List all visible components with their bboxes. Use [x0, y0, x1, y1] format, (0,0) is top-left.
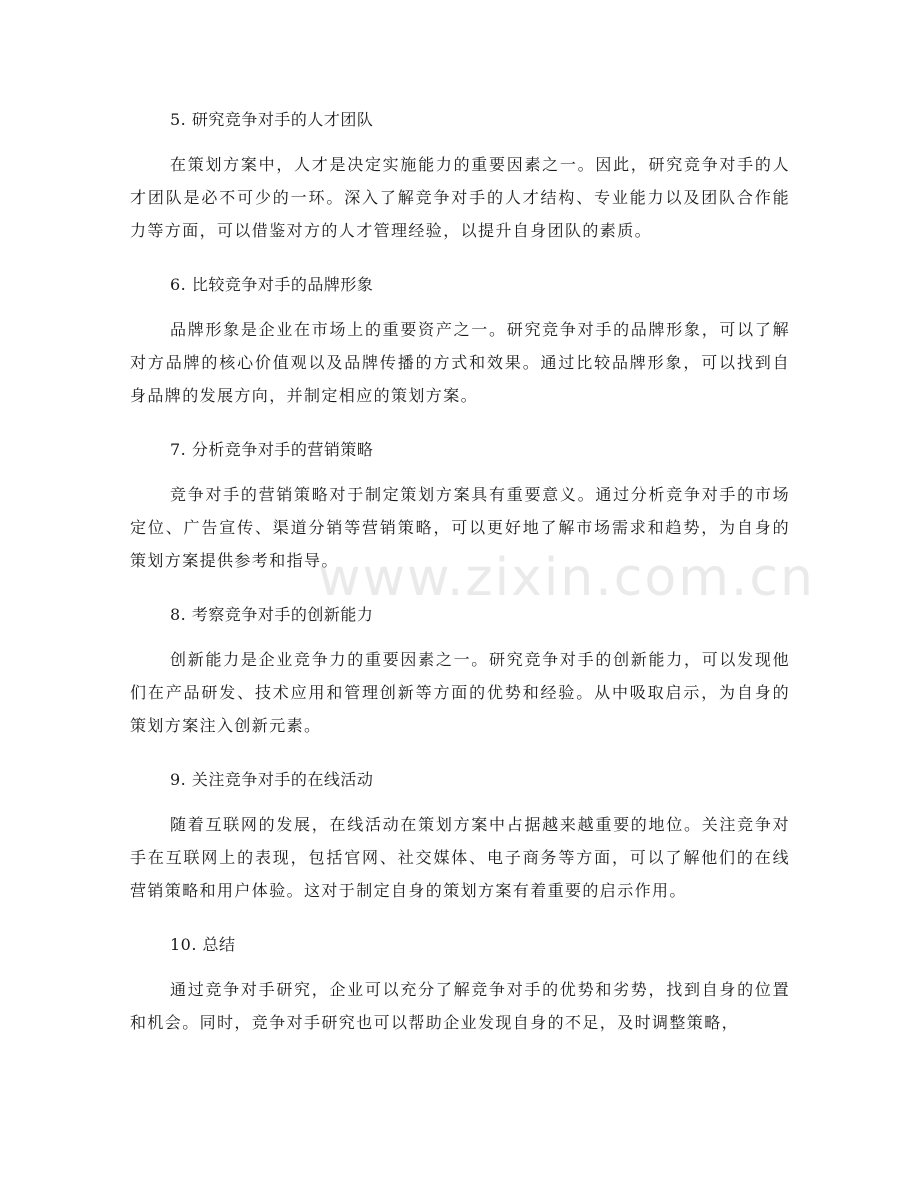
section-heading: 5. 研究竞争对手的人才团队 [170, 110, 374, 129]
section-heading: 10. 总结 [170, 935, 236, 954]
section-paragraph: 随着互联网的发展，在线活动在策划方案中占据越来越重要的地位。关注竞争对手在互联网上的表现，包括官网、社交媒体、电子商务等方面，可以了解他们的在线营销策略和用户体验。这对于制定自身的策划方案有着重要的启示作用。 [130, 815, 790, 900]
section-paragraph: 在策划方案中，人才是决定实施能力的重要因素之一。因此，研究竞争对手的人才团队是必不可少的一环。深入了解竞争对手的人才结构、专业能力以及团队合作能力等方面，可以借鉴对方的人才管理经验，以提升自身团队的素质。 [130, 155, 790, 240]
section-10 [130, 931, 790, 1039]
section-heading: 8. 考察竞争对手的创新能力 [170, 605, 374, 624]
section-paragraph: 品牌形象是企业在市场上的重要资产之一。研究竞争对手的品牌形象，可以了解对方品牌的核心价值观以及品牌传播的方式和效果。通过比较品牌形象，可以找到自身品牌的发展方向，并制定相应的策划方案。 [130, 320, 790, 405]
document-body [130, 106, 790, 1063]
section-9 [130, 766, 790, 907]
section-heading: 6. 比较竞争对手的品牌形象 [170, 275, 374, 294]
section-heading: 7. 分析竞争对手的营销策略 [170, 440, 374, 459]
section-8 [130, 601, 790, 742]
watermark: www.zixin.com.cn [318, 548, 815, 608]
section-5 [130, 106, 790, 247]
section-heading: 9. 关注竞争对手的在线活动 [170, 770, 374, 789]
section-6 [130, 271, 790, 412]
section-paragraph: 创新能力是企业竞争力的重要因素之一。研究竞争对手的创新能力，可以发现他们在产品研发、技术应用和管理创新等方面的优势和经验。从中吸取启示，为自身的策划方案注入创新元素。 [130, 650, 790, 735]
section-paragraph: 通过竞争对手研究，企业可以充分了解竞争对手的优势和劣势，找到自身的位置和机会。同时，竞争对手研究也可以帮助企业发现自身的不足，及时调整策略， [130, 980, 790, 1032]
section-7 [130, 436, 790, 577]
section-paragraph: 竞争对手的营销策略对于制定策划方案具有重要意义。通过分析竞争对手的市场定位、广告宣传、渠道分销等营销策略，可以更好地了解市场需求和趋势，为自身的策划方案提供参考和指导。 [130, 485, 790, 570]
